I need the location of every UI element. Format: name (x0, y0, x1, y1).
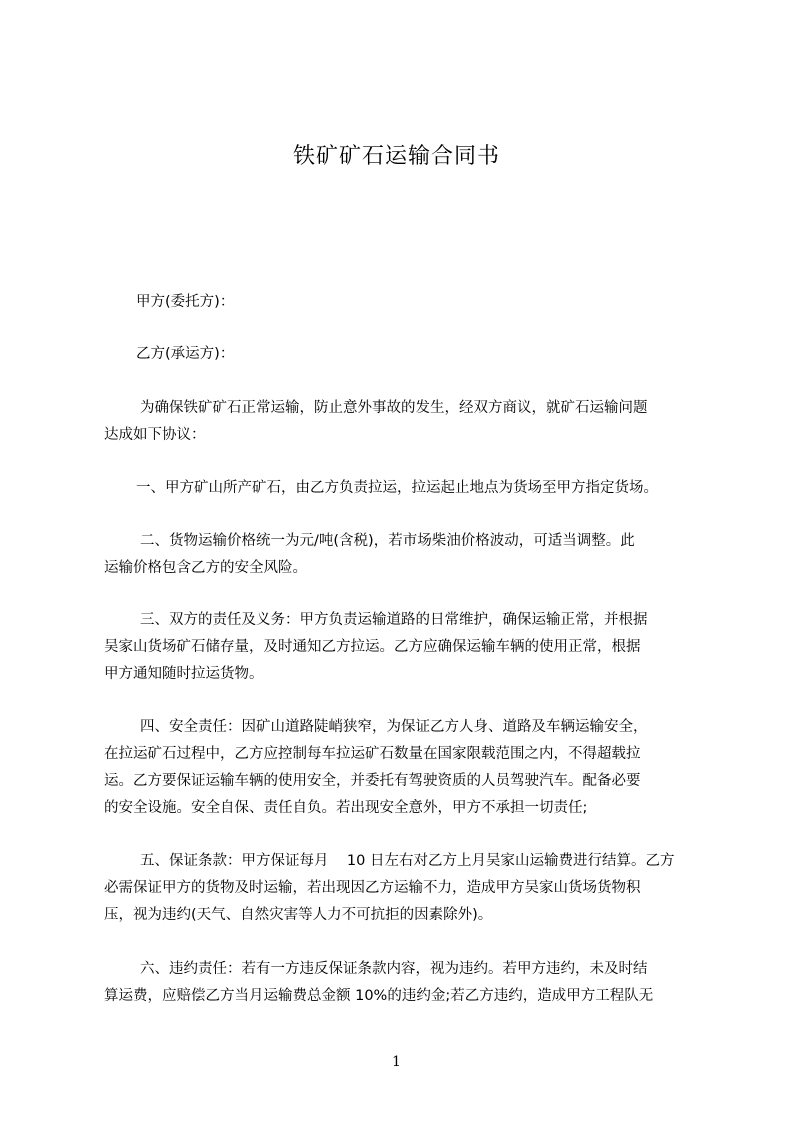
paragraph-line: 在拉运矿石过程中，乙方应控制每车拉运矿石数量在国家限载范围之内，不得超载拉 (104, 746, 641, 762)
paragraph-line: 运。乙方要保证运输车辆的使用安全，并委托有驾驶资质的人员驾驶汽车。配备必要 (104, 773, 641, 789)
paragraph-line: 运输价格包含乙方的安全风险。 (104, 560, 307, 576)
clause-2-paragraph (104, 528, 704, 582)
paragraph-line: 二、货物运输价格统一为元/吨(含税)，若市场柴油价格波动，可适当调整。此 (140, 533, 635, 549)
paragraph-line: 算运费，应赔偿乙方当月运输费总金额 10%的违约金;若乙方违约，造成甲方工程队无 (104, 988, 654, 1004)
paragraph-line: 一、甲方矿山所产矿石，由乙方负责拉运，拉运起止地点为货场至甲方指定货场。 (136, 480, 658, 496)
clause-6-paragraph (104, 956, 704, 1010)
intro-paragraph (104, 395, 704, 449)
paragraph-line: 甲方通知随时拉运货物。 (104, 666, 264, 682)
paragraph-line: 四、安全责任：因矿山道路陡峭狭窄，为保证乙方人身、道路及车辆运输安全， (140, 719, 648, 735)
clause-4-paragraph (104, 714, 704, 822)
party-a-line (104, 289, 704, 316)
paragraph-line: 必需保证甲方的货物及时运输，若出现因乙方运输不力，造成甲方吴家山货场货物积 (104, 880, 641, 896)
paragraph-line: 的安全设施。安全自保、责任自负。若出现安全意外，甲方不承担一切责任; (104, 800, 588, 816)
paragraph-line: 五、保证条款：甲方保证每月 10 日左右对乙方上月吴家山运输费进行结算。乙方 (140, 853, 675, 869)
page-number: 1 (392, 1054, 401, 1070)
document-title: 铁矿矿石运输合同书 (292, 144, 500, 169)
paragraph-line: 三、双方的责任及义务：甲方负责运输道路的日常维护，确保运输正常，并根据 (140, 612, 648, 628)
paragraph-line: 压，视为违约(天气、自然灾害等人力不可抗拒的因素除外)。 (104, 907, 493, 923)
party-b-line (104, 341, 704, 368)
clause-1-paragraph (104, 475, 704, 502)
paragraph-line: 吴家山货场矿石储存量，及时通知乙方拉运。乙方应确保运输车辆的使用正常，根据 (104, 639, 641, 655)
paragraph-line: 达成如下协议： (104, 427, 206, 443)
clause-5-paragraph (104, 848, 704, 929)
party-b-label: 乙方(承运方)： (136, 346, 235, 362)
party-a-label: 甲方(委托方)： (136, 294, 235, 310)
clause-3-paragraph (104, 607, 704, 688)
paragraph-line: 六、违约责任：若有一方违反保证条款内容，视为违约。若甲方违约，未及时结 (140, 961, 648, 977)
paragraph-line: 为确保铁矿矿石正常运输，防止意外事故的发生，经双方商议，就矿石运输问题 (140, 400, 648, 416)
